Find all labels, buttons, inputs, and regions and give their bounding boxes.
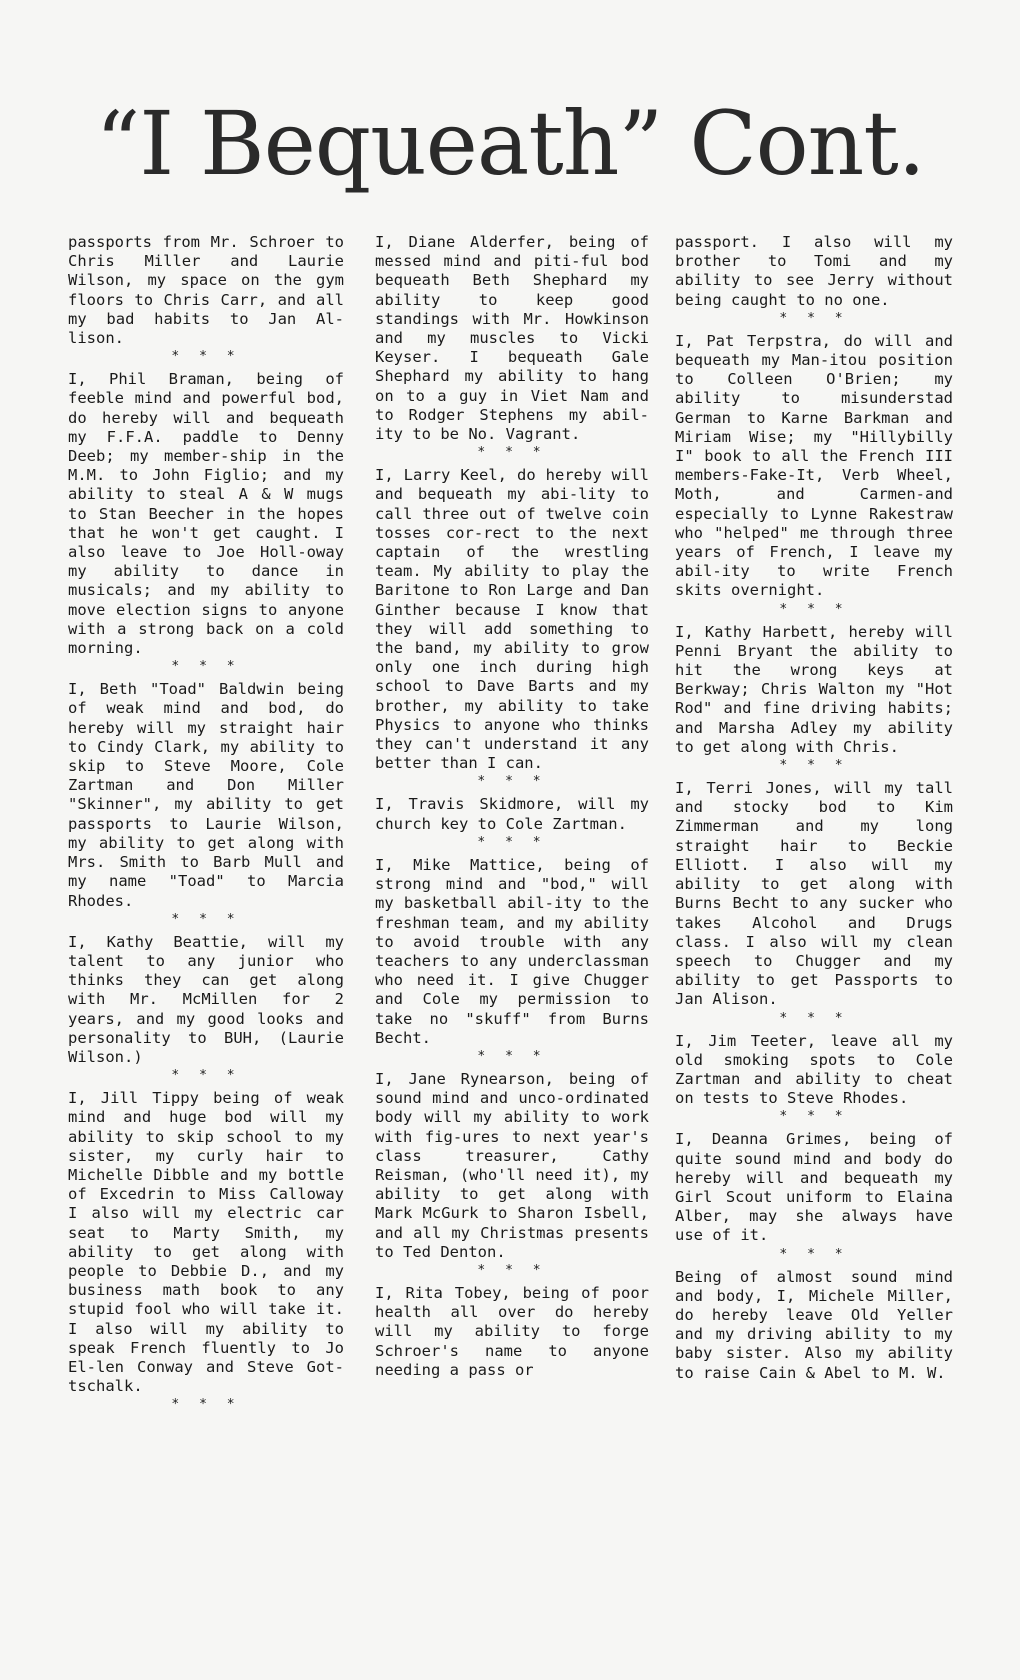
bequest-paragraph: passport. I also will my brother to Tomi and my ability to see Jerry without being caught to no one.	[675, 233, 963, 309]
bequest-paragraph: I, Travis Skidmore, will my church key to Cole Zartman.	[375, 795, 659, 833]
bequest-paragraph: I, Deanna Grimes, being of quite sound mind and body do hereby will and bequeath my Girl Scout uniform to Elaina Alber, may she always have use of it.	[675, 1130, 963, 1245]
section-separator: * * *	[171, 1068, 241, 1084]
bequest-paragraph: I, Jim Teeter, leave all my old smoking spots to Cole Zartman and ability to cheat on tests to Steve Rhodes.	[675, 1031, 963, 1108]
section-separator: * * *	[779, 758, 849, 774]
column-1	[68, 233, 354, 1418]
bequest-paragraph: I, Diane Alderfer, being of messed mind and piti-ful bod bequeath Beth Shephard my ability to keep good standings with Mr. Howkinson and my muscles to Vicki Keyser. I bequeath Gale Shephard my ability to hang on to a guy in Viet Nam and to Rodger Stephens my abil-ity to be No. Vagrant.	[375, 233, 659, 444]
section-separator: * * *	[171, 349, 241, 365]
column-2	[375, 233, 659, 1380]
section-separator: * * *	[779, 1010, 849, 1026]
section-separator: * * *	[477, 445, 547, 461]
bequest-paragraph: I, Kathy Beattie, will my talent to any junior who thinks they can get along with Mr. McMillen for 2 years, and my good looks and personality to BUH, (Laurie Wilson.)	[68, 932, 354, 1066]
bequest-paragraph: I, Mike Mattice, being of strong mind and "bod," will my basketball abil-ity to the freshman team, and my ability to avoid trouble with any teachers to any underclassman who need it. I give Chugger and Cole my permission to take no "skuff" from Burns Becht.	[375, 855, 659, 1047]
bequest-paragraph: I, Jane Rynearson, being of sound mind and unco-ordinated body will my ability to work with fig-ures to next year's class treasurer, Cathy Reisman, (who'll need it), my ability to get along with Mark McGurk to Sharon Isbell, and all my Christmas presents to Ted Denton.	[375, 1069, 659, 1261]
bequest-paragraph: I, Beth "Toad" Baldwin being of weak mind and bod, do hereby will my straight hair to Cindy Clark, my ability to skip to Steve Moore, Cole Zartman and Don Miller "Skinner", my ability to get passports to Laurie Wilson, my ability to get along with Mrs. Smith to Barb Mull and my name "Toad" to Marcia Rhodes.	[68, 680, 354, 910]
bequest-paragraph: I, Larry Keel, do hereby will and bequeath my abi-lity to call three out of twelve coin tosses cor-rect to the next captain of the wrestling team. My ability to play the Baritone to Ron Large and Dan Ginther because I know that they will add something to the band, my ability to grow only one inch during high school to Dave Barts and my brother, my ability to take Physics to anyone who thinks they can't understand it any better than I can.	[375, 466, 659, 773]
page-title: “I Bequeath” Cont.	[95, 92, 925, 195]
section-separator: * * *	[171, 911, 241, 927]
section-separator: * * *	[779, 1109, 849, 1125]
bequest-paragraph: I, Rita Tobey, being of poor health all over do hereby will my ability to forge Schroer's name to anyone needing a pass or	[375, 1283, 659, 1379]
section-separator: * * *	[477, 774, 547, 790]
section-separator: * * *	[779, 1246, 849, 1262]
bequest-paragraph: I, Phil Braman, being of feeble mind and powerful bod, do hereby will and bequeath my F.F.A. paddle to Denny Deeb; my member-ship in the M.M. to John Figlio; and my ability to steal A & W mugs to Stan Beecher in the hopes that he won't get caught. I also leave to Joe Holl-oway my ability to dance in musicals; and my ability to move election signs to anyone with a strong back on a cold morning.	[68, 370, 354, 658]
bequest-paragraph: I, Pat Terpstra, do will and bequeath my Man-itou position to Colleen O'Brien; my ability to misunderstad German to Karne Barkman and Miriam Wise; my "Hillybilly I" book to all the French III members-Fake-It, Verb Wheel, Moth, and Carmen-and especially to Lynne Rakestraw who "helped" me through three years of French, I leave my abil-ity to write French skits overnight.	[675, 331, 963, 600]
bequest-paragraph: I, Jill Tippy being of weak mind and huge bod will my ability to skip school to my sister, my curly hair to Michelle Dibble and my bottle of Excedrin to Miss Calloway I also will my electric car seat to Marty Smith, my ability to get along with people to Debbie D., and my business math book to any stupid fool who will take it. I also will my ability to speak French fluently to Jo El-len Conway and Steve Got-tschalk.	[68, 1089, 354, 1396]
section-separator: * * *	[477, 1262, 547, 1278]
column-3	[675, 233, 963, 1383]
section-separator: * * *	[779, 310, 849, 326]
bequest-paragraph: passports from Mr. Schroer to Chris Miller and Laurie Wilson, my space on the gym floors to Chris Carr, and all my bad habits to Jan Al-lison.	[68, 233, 354, 348]
section-separator: * * *	[477, 834, 547, 850]
bequest-paragraph: I, Terri Jones, will my tall and stocky bod to Kim Zimmerman and my long straight hair to Beckie Elliott. I also will my ability to get along with Burns Becht to any sucker who takes Alcohol and Drugs class. I also will my clean speech to Chugger and my ability to get Passports to Jan Alison.	[675, 779, 963, 1009]
section-separator: * * *	[477, 1048, 547, 1064]
section-separator: * * *	[171, 659, 241, 675]
bequest-paragraph: Being of almost sound mind and body, I, Michele Miller, do hereby leave Old Yeller and my driving ability to my baby sister. Also my ability to raise Cain & Abel to M. W.	[675, 1267, 963, 1382]
section-separator: * * *	[779, 601, 849, 617]
section-separator: * * *	[171, 1397, 241, 1413]
bequest-paragraph: I, Kathy Harbett, hereby will Penni Bryant the ability to hit the wrong keys at Berkway; Chris Walton my "Hot Rod" and fine driving habits; and Marsha Adley my ability to get along with Chris.	[675, 622, 963, 756]
